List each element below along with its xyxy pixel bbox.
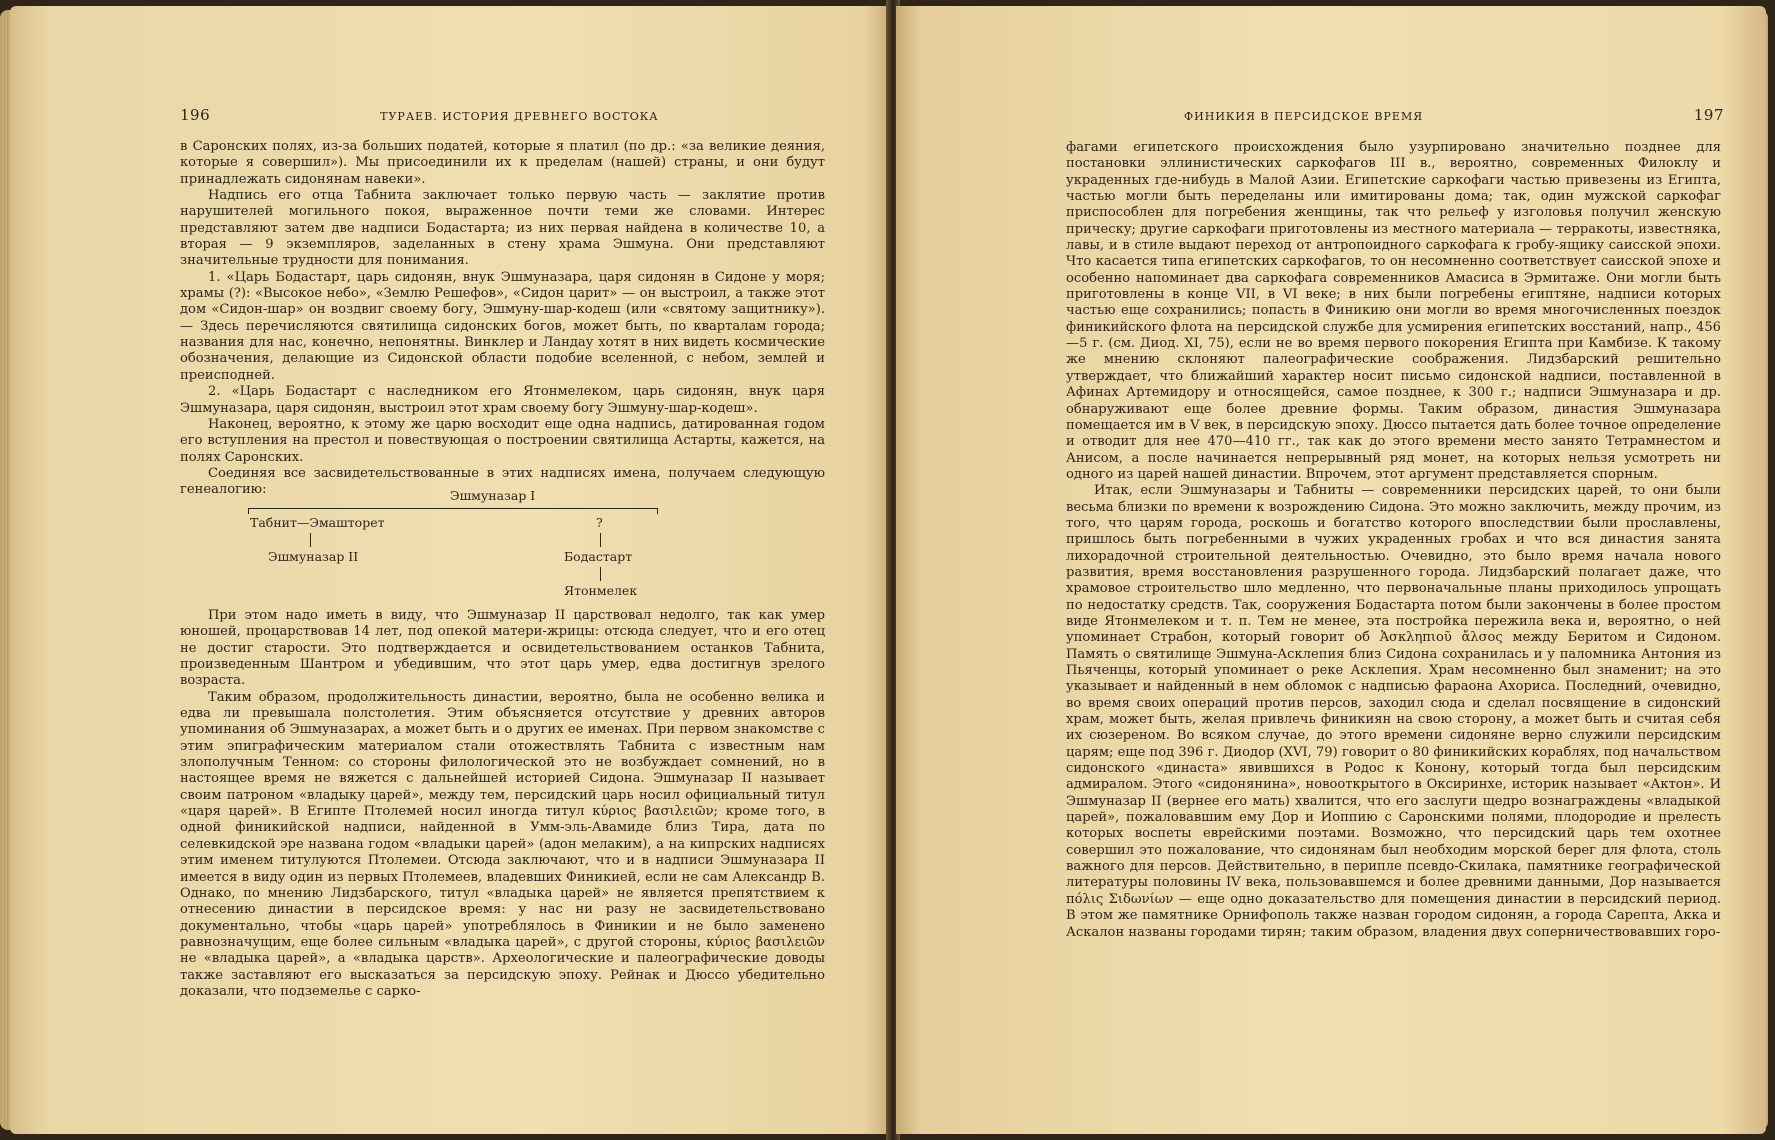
paragraph: 1. «Царь Бодастарт, царь сидонян, внук Эшмуназара, царя сидонян в Сидоне у моря; храмы (?): «Высокое небо», «Землю Решефов», «Сидон царит» — он выстроил, а также этот дом «Сидон-шар» он воздвиг своему богу, Эшмуну-шар-кодеш (или «святому защитнику»). — Здесь перечисляются святилища сидонских богов, может быть, по кварталам города; названия для нас, конечно, непонятны. Винклер и Ландау хотят в них видеть космические обозначения, делающие из Сидонской области подобие вселенной, с небом, землей и преисподней. bbox=[180, 269, 825, 383]
genealogy-root: Эшмуназар I bbox=[450, 488, 536, 503]
genealogy-right-parent: ? bbox=[596, 515, 603, 530]
genealogy-left-child: Эшмуназар II bbox=[268, 549, 359, 564]
paragraph: Соединяя все засвидетельствованные в этих надписях имена, получаем следующую генеалогию: bbox=[180, 465, 825, 498]
running-head: ТУРАЕВ. ИСТОРИЯ ДРЕВНЕГО ВОСТОКА bbox=[380, 110, 659, 123]
genealogy-line bbox=[310, 533, 311, 547]
right-page bbox=[896, 6, 1766, 1134]
paragraph: Итак, если Эшмуназары и Табниты — современники персидских царей, то они были весьма близки по времени к возрождению Сидона. Это можно заключить, между прочим, из того, что царям города, роскошь и богатство которого впоследствии были прославлены, пришлось быть погребенными в чужих украденных гробах и что вся династия занята лихорадочной строительной деятельностью. Очевидно, это было время начала нового развития, время восстановления разрушенного города. Лидзбарский полагает даже, что храмовое строительство шло медленно, что первоначальные планы приходилось упрощать по недостатку средств. Так, сооружения Бодастарта потом были закончены в более простом виде Ятонмелеком и т. п. Тем не менее, эта постройка пережила века и, вероятно, о ней упоминает Страбон, который говорит об Ἀσκληπιοῦ ἄλσος между Беритом и Сидоном. Память о святилище Эшмуна-Асклепия близ Сидона сохранилась и у паломника Антония из Пьяченцы, который упоминает о реке Асклепия. Храм несомненно был знаменит; на это указывает и найденный в нем обломок с надписью фараона Ахориса. Последний, очевидно, во время своих операций против персов, заходил сюда и сделал посвящение в сидонский храм, может быть, желая привлечь финикиян на свою сторону, а может быть и считая себя их сюзереном. Во всяком случае, до этого времени сидоняне верно служили персидским царям; еще под 396 г. Диодор (XVI, 79) говорит о 80 финикийских кораблях, под начальством сидонского «династа» явившихся в Родос к Конону, который тогда был персидским адмиралом. Этого «сидонянина», новооткрытого в Оксиринхе, историк называет «Актон». И Эшмуназар II (вернее его мать) хвалится, что его заслуги щедро вознаграждены «владыкой царей», пожаловавшим ему Дор и Иоппию с Саронскими полями, плодородие и прелесть которых воспеты еврейскими поэтами. Возможно, что персидский царь тем охотнее совершил это пожалование, что сидонянам был необходим морской берег для флота, столь важного для персов. Действительно, в периплe псевдо-Скилака, памятнике географической литературы половины IV века, пользовавшемся и более древними данными, Дор называется πόλις Σιδωνίων — еще одно доказательство для помещения династии в персидский период. В этом же памятнике Орнифополь также назван городом сидонян, а города Сарепта, Акка и Аскалон названы городами тирян; таким образом, владения двух соперничествовавших горо- bbox=[1066, 483, 1721, 940]
paragraph: в Саронских полях, из-за больших податей, которые я платил (по др.: «за великие деяния, которые я совершил»). Мы присоединили их к пределам (нашей) страны, и они будут принадлежать сидонянам навеки». bbox=[180, 139, 825, 187]
left-page-header bbox=[180, 106, 825, 124]
left-page bbox=[10, 6, 890, 1134]
genealogy-line bbox=[248, 508, 658, 509]
genealogy-tree bbox=[180, 488, 825, 608]
page-number: 197 bbox=[1693, 106, 1724, 124]
paragraph: фагами египетского происхождения было узурпировано значительно позднее для постановки эллинистических саркофагов III в., вероятно, современных Филоклу и украденных где-нибудь в Малой Азии. Египетские саркофаги частью привезены из Египта, частью могли быть переделаны или имитированы дома; так, один мужской саркофаг приспособлен для погребения женщины, так что рельеф у изголовья получил женскую прическу; другие саркофаги приготовлены из местного материала — терракоты, известняка, лавы, и в стиле выдают переход от антропоидного саркофага к гробу-ящику саисской эпохи. Что касается типа египетских саркофагов, то он несомненно соответствует саисской эпохе и особенно напоминает два саркофага современников Амасиса в Эрмитаже. Они могли быть приготовлены в конце VII, в VI веке; в них были погребены египтяне, надписи которых частью еще сохранились; попасть в Финикию они могли во время многочисленных поездок финикийского флота на персидской службе для усмирения египетских восстаний, напр., 456—5 г. (см. Диод. XI, 75), если не во время первого покорения Египта при Камбизе. К такому же мнению склоняют палеографические соображения. Лидзбарский решительно утверждает, что ближайший характер носит письмо сидонской надписи, поставленной в Афинах Артемидору и относящейся, самое позднее, к 300 г.; надписи Эшмуназара и др. обнаруживают еще более древние формы. Таким образом, династия Эшмуназара помещается им в V век, в персидскую эпоху. Дюссо пытается дать более точное определение и отводит для нее 470—410 гг., так как до этого времени место занято Тетрамнестом и Анисом, а после начинается непрерывный ряд монет, на которых нельзя усмотреть ни одного из царей нашей династии. Впрочем, этот аргумент представляется спорным. bbox=[1066, 140, 1721, 482]
genealogy-line bbox=[248, 508, 249, 514]
left-text-top bbox=[180, 139, 825, 499]
genealogy-line bbox=[600, 533, 601, 547]
paragraph: При этом надо иметь в виду, что Эшмуназар II царствовал недолго, так как умер юношей, процарствовав 14 лет, под опекой матери-жрицы: отсюда следует, что и его отец не достиг старости. Это подтверждается и освидетельствованием останков Табнита, произведенным Шантром и убедившим, что этот царь умер, едва достигнув зрелого возраста. bbox=[180, 608, 825, 689]
page-number: 196 bbox=[180, 106, 211, 124]
paragraph: Наконец, вероятно, к этому же царю восходит еще одна надпись, датированная годом его вступления на престол и повествующая о построении святилища Астарты, кажется, на полях Саронских. bbox=[180, 416, 825, 465]
paragraph: Таким образом, продолжительность династии, вероятно, была не особенно велика и едва ли превышала полстолетия. Этим объясняется отсутствие у древних авторов упоминания об Эшмуназарах, а может быть и о других ее именах. При первом знакомстве с этим эпиграфическим материалом стали отожествлять Табнита с известным нам злополучным Тенном: со стороны филологической это не возбуждает сомнений, но в настоящее время не вяжется с дальнейшей историей Сидона. Эшмуназар II называет своим патроном «владыку царей», между тем, персидский царь носил официальный титул «царя царей». В Египте Птолемей носил иногда титул κύριος βασιλειῶν; кроме того, в одной финикийской надписи, найденной в Умм-эль-Авамиде близ Тира, дата по селевкидской эре названа годом «владыки царей» (адон мелаким), а на кипрских надписях этим именем титулуются Птолемеи. Отсюда заключают, что и в надписи Эшмуназара II имеется в виду один из первых Птолемеев, владевших Финикией, если не сам Александр В. Однако, по мнению Лидзбарского, титул «владыка царей» не является препятствием к отнесению династии в персидское время: у нас ни разу не засвидетельствовано документально, чтобы «царь царей» употреблялось в Финикии и не было заменено равнозначущим, еще более сильным «владыка царей», с другой стороны, κύριος βασιλειῶν не «владыка царей», а «владыка царств». Археологические и палеографические доводы также заставляют его высказаться за персидскую эпоху. Рейнак и Дюссо убедительно доказали, что подземелье с сарко- bbox=[180, 689, 825, 999]
running-head: ФИНИКИЯ В ПЕРСИДСКОЕ ВРЕМЯ bbox=[1184, 110, 1424, 123]
paragraph: 2. «Царь Бодастарт с наследником его Ятонмелеком, царь сидонян, внук царя Эшмуназара, царя сидонян, выстроил этот храм своему богу Эшмуну-шар-кодеш». bbox=[180, 384, 825, 416]
genealogy-right-grandchild: Ятонмелек bbox=[564, 583, 638, 598]
genealogy-line bbox=[657, 508, 658, 514]
right-text bbox=[1066, 140, 1721, 941]
genealogy-line bbox=[600, 567, 601, 581]
paragraph: Надпись его отца Табнита заключает только первую часть — заклятие против нарушителей могильного покоя, выраженное почти теми же словами. Интерес представляют затем две надписи Бодастарта; из них первая найдена в количестве 10, а вторая — 9 экземпляров, заделанных в стену храма Эшмуна. Они представляют значительные трудности для понимания. bbox=[180, 188, 825, 269]
genealogy-left-parent: Табнит—Эмашторет bbox=[250, 515, 385, 530]
right-page-header bbox=[1074, 106, 1724, 124]
genealogy-right-child: Бодастарт bbox=[564, 549, 633, 564]
left-text-bottom bbox=[180, 608, 825, 1000]
